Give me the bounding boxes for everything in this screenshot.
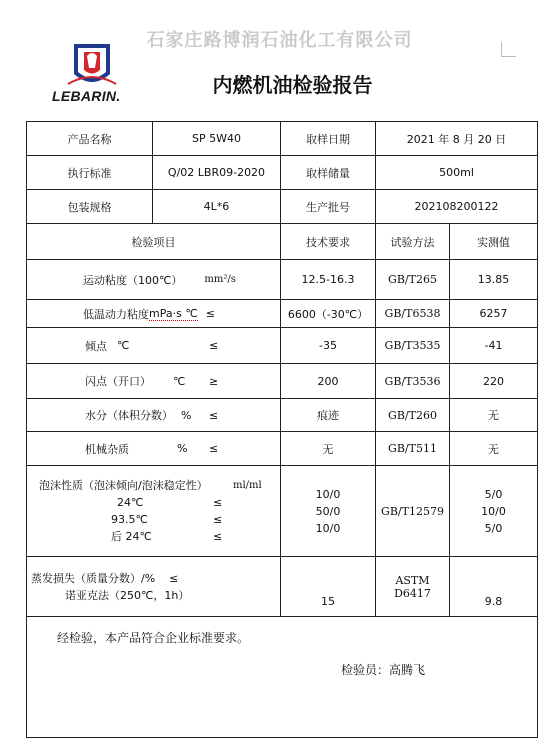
sampling-date-value: 2021 年 8 月 20 日	[376, 122, 538, 156]
table-row	[27, 399, 538, 432]
result-cell: 无	[450, 399, 538, 432]
evap-op: ≤	[169, 571, 179, 585]
method-cell: GB/T3536	[376, 364, 450, 399]
item-cell	[27, 399, 281, 432]
table-row	[27, 432, 538, 466]
report-title: 内燃机油检验报告	[212, 73, 373, 97]
foam-req: 50/0	[315, 504, 341, 518]
inspector-signature: 检验员：高腾飞	[341, 663, 426, 677]
footer-cell	[27, 617, 538, 738]
method-cell: GB/T6538	[376, 300, 450, 328]
requirement-cell: 200	[281, 364, 376, 399]
foam-op: ≤	[213, 496, 223, 509]
foam-temp: 93.5℃	[111, 513, 148, 526]
evap-requirement-cell: 15	[281, 557, 376, 617]
product-name-label: 产品名称	[27, 122, 153, 156]
item-unit: mm²/s	[204, 274, 236, 285]
foam-name: 泡沫性质（泡沫倾向/泡沫稳定性）	[39, 479, 208, 492]
table-row	[27, 364, 538, 399]
requirement-cell: 无	[281, 432, 376, 466]
info-row	[27, 156, 538, 190]
requirement-cell: 6600（-30℃）	[281, 300, 376, 328]
item-name: 运动粘度（100℃）	[83, 273, 183, 287]
evap-method-cell: ASTM D6417	[376, 557, 450, 617]
item-op: ≤	[209, 442, 219, 455]
item-unit: %	[181, 408, 192, 422]
method-cell: GB/T3535	[376, 328, 450, 364]
requirement-cell: 12.5-16.3	[281, 260, 376, 300]
item-name: 倾点	[85, 339, 107, 353]
sampling-date-label: 取样日期	[281, 122, 376, 156]
foam-req: 10/0	[315, 521, 341, 535]
item-name: 机械杂质	[85, 442, 129, 456]
foam-row	[27, 466, 538, 557]
item-op: ≤	[209, 339, 219, 352]
logo-text: LEBARIN.	[52, 88, 121, 104]
foam-result: 5/0	[484, 521, 503, 535]
item-unit: ℃	[173, 374, 186, 388]
evap-item-cell	[27, 557, 281, 617]
item-cell	[27, 432, 281, 466]
report-table	[26, 121, 538, 738]
foam-op: ≤	[213, 513, 223, 526]
info-row	[27, 190, 538, 224]
conclusion-text: 经检验，本产品符合企业标准要求。	[57, 631, 250, 645]
foam-item-cell	[27, 466, 281, 557]
evap-method-note: 诺亚克法（250℃，1h）	[65, 588, 190, 602]
col-method: 试验方法	[376, 224, 450, 260]
item-name: 水分（体积分数）	[85, 409, 173, 422]
foam-unit: ml/ml	[233, 480, 262, 491]
item-op: ≥	[209, 374, 219, 388]
requirement-cell: -35	[281, 328, 376, 364]
table-row	[27, 260, 538, 300]
result-cell: 6257	[450, 300, 538, 328]
foam-op: ≤	[213, 530, 223, 543]
method-cell: GB/T260	[376, 399, 450, 432]
item-name: 闪点（开口）	[85, 375, 151, 388]
evap-result-cell: 9.8	[450, 557, 538, 617]
footer-row	[27, 617, 538, 738]
item-op: ≤	[209, 408, 219, 422]
company-name: 石家庄路博润石油化工有限公司	[146, 30, 413, 51]
corner-mark	[501, 42, 516, 57]
col-requirement: 技术要求	[281, 224, 376, 260]
item-unit: %	[177, 442, 188, 455]
requirement-cell: 痕迹	[281, 399, 376, 432]
item-cell	[27, 300, 281, 328]
item-cell	[27, 364, 281, 399]
item-cell	[27, 328, 281, 364]
info-row	[27, 122, 538, 156]
item-unit: ℃	[117, 339, 130, 352]
foam-req: 10/0	[315, 487, 341, 501]
foam-result: 10/0	[481, 504, 506, 518]
foam-requirement-cell	[281, 466, 376, 557]
sample-qty-label: 取样储量	[281, 156, 376, 190]
package-value: 4L*6	[153, 190, 281, 224]
standard-value: Q/02 LBR09-2020	[153, 156, 281, 190]
evap-row	[27, 557, 538, 617]
foam-result-cell	[450, 466, 538, 557]
foam-result: 5/0	[484, 487, 503, 501]
method-cell: GB/T511	[376, 432, 450, 466]
method-cell: GB/T265	[376, 260, 450, 300]
batch-label: 生产批号	[281, 190, 376, 224]
item-unit: mPa·s ℃	[149, 306, 198, 320]
batch-value: 202108200122	[376, 190, 538, 224]
standard-label: 执行标准	[27, 156, 153, 190]
result-cell: 13.85	[450, 260, 538, 300]
col-result: 实测值	[450, 224, 538, 260]
package-label: 包装规格	[27, 190, 153, 224]
table-row	[27, 300, 538, 328]
result-cell: -41	[450, 328, 538, 364]
result-cell: 无	[450, 432, 538, 466]
foam-temp: 24℃	[117, 496, 144, 509]
foam-temp: 后 24℃	[111, 530, 152, 543]
product-name-value: SP 5W40	[153, 122, 281, 156]
sample-qty-value: 500ml	[376, 156, 538, 190]
table-row	[27, 328, 538, 364]
evap-name: 蒸发损失（质量分数）/%	[31, 571, 156, 585]
item-name: 低温动力粘度	[83, 307, 149, 321]
column-header-row	[27, 224, 538, 260]
item-op: ≤	[205, 307, 215, 320]
foam-method-cell: GB/T12579	[376, 466, 450, 557]
item-cell	[27, 260, 281, 300]
result-cell: 220	[450, 364, 538, 399]
col-item: 检验项目	[27, 224, 281, 260]
